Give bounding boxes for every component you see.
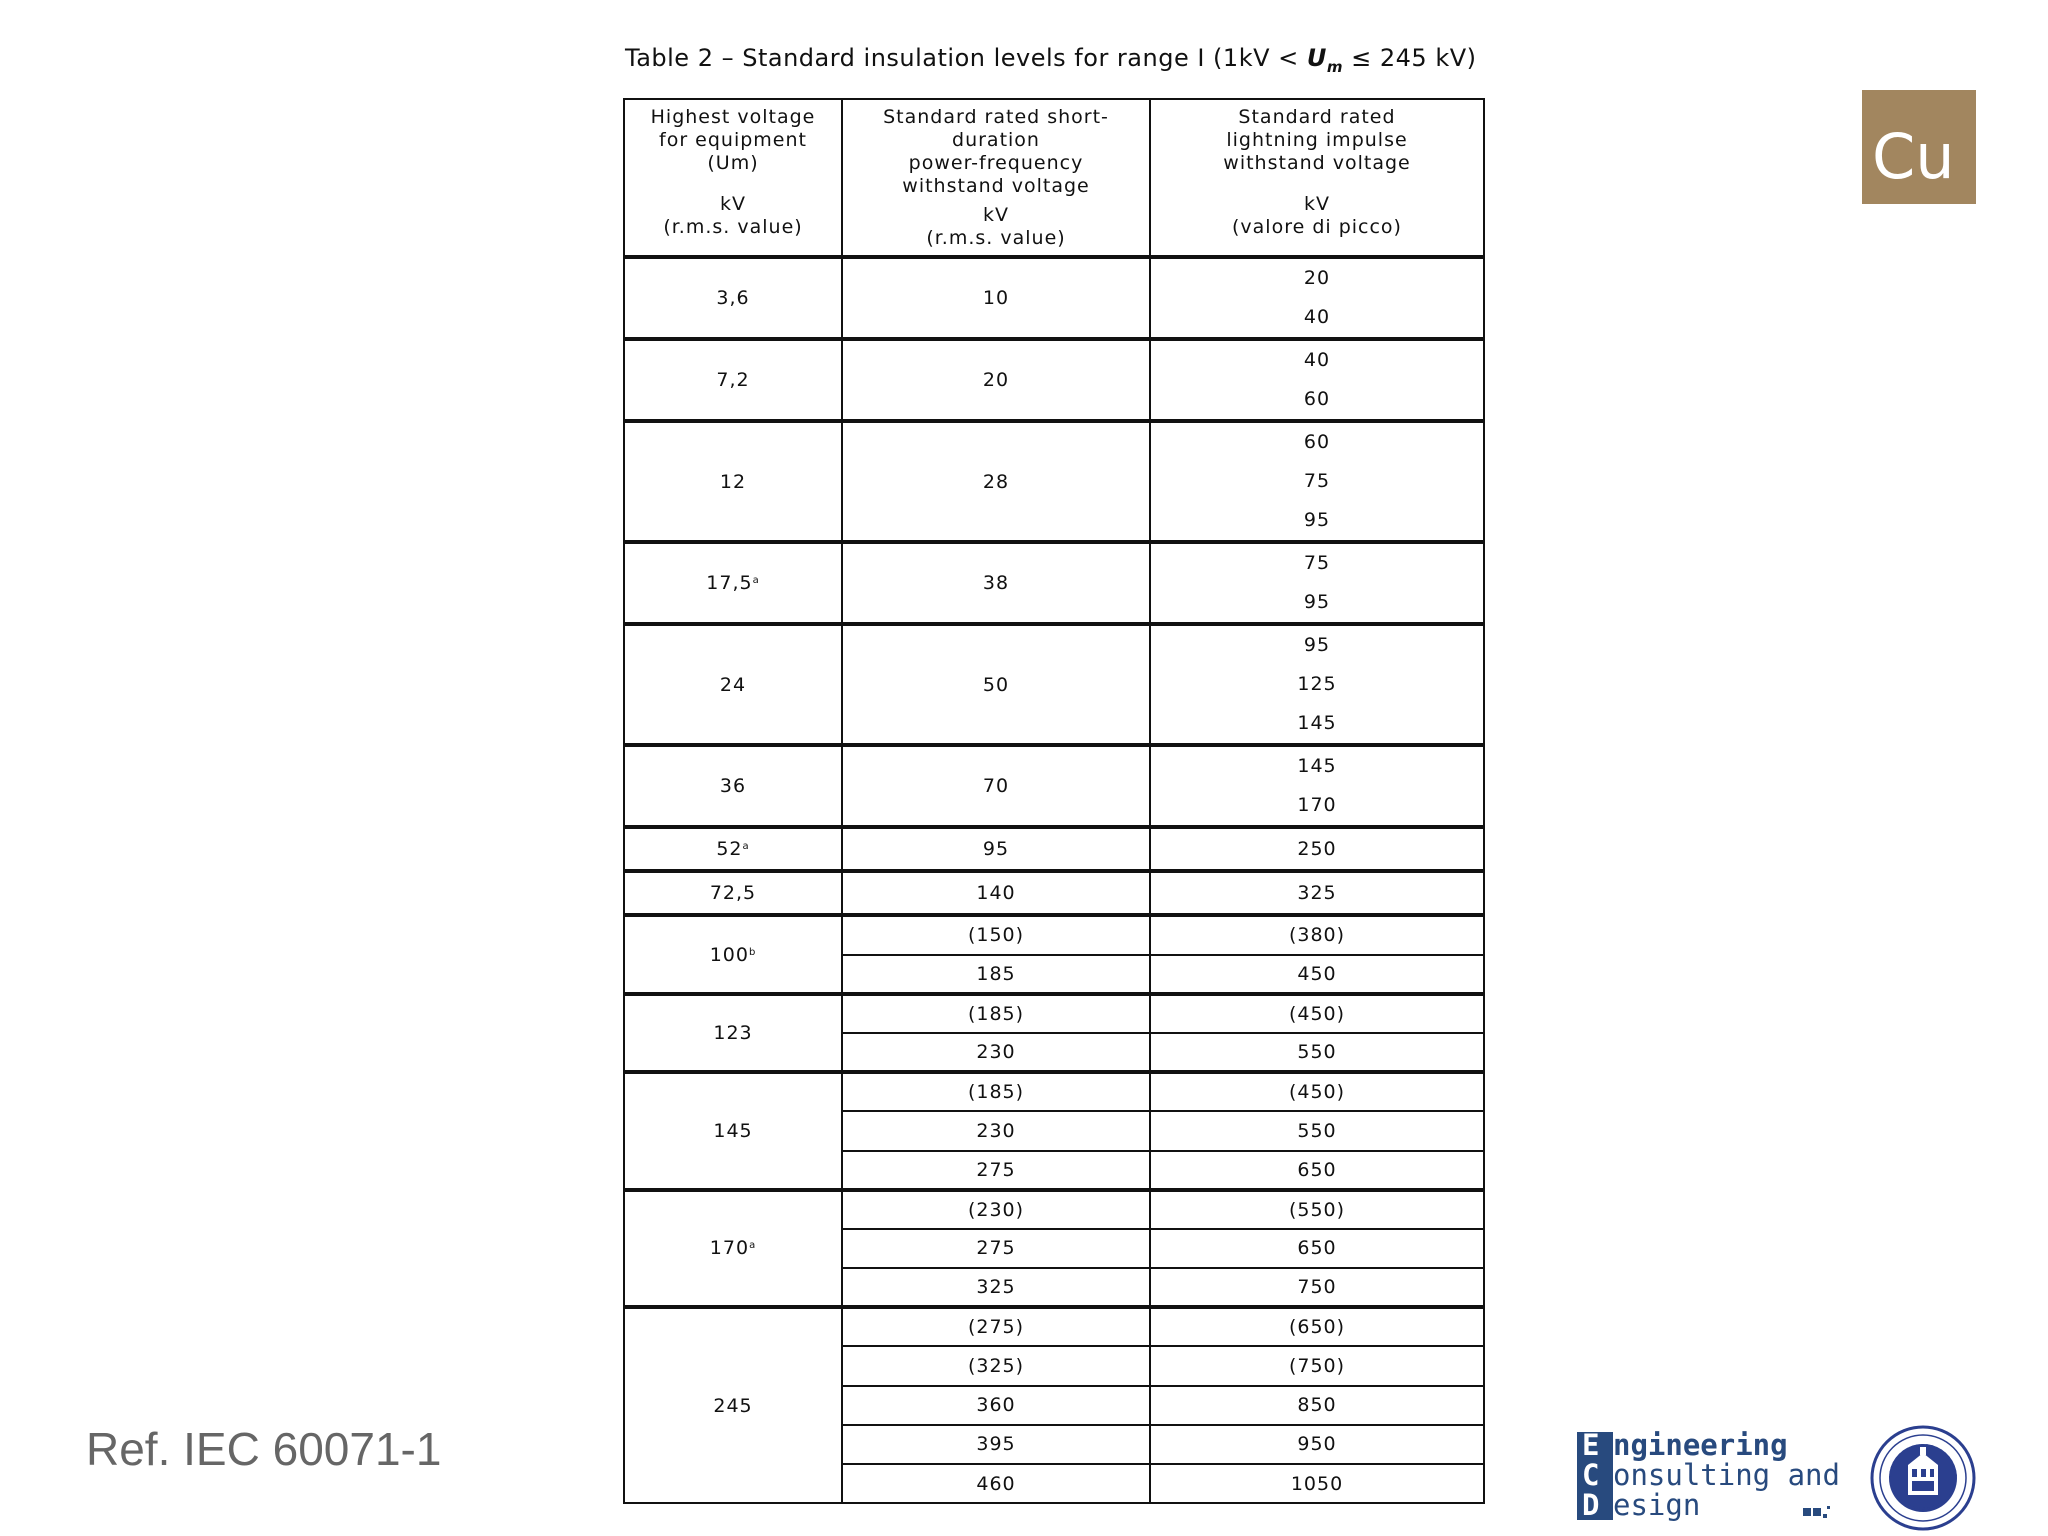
table-row [624,1072,1484,1111]
cell-lightning-impulse [1150,745,1484,827]
table-row [624,257,1484,339]
title-prefix: Table 2 – Standard insulation levels for range I (1kV < [625,44,1307,72]
table-title [625,44,1485,76]
cell-power-frequency: 70 [842,745,1150,827]
cell-highest-voltage: 24 [624,624,842,745]
table-row [624,624,1484,745]
impulse-value: 40 [1303,306,1331,328]
cell-power-frequency: 230 [842,1033,1150,1072]
cell-power-frequency: 95 [842,827,1150,871]
cell-highest-voltage: 145 [624,1072,842,1190]
cu-badge [1862,90,1976,204]
impulse-value: 145 [1297,712,1337,734]
impulse-value: 75 [1303,552,1331,574]
cell-lightning-impulse [1150,257,1484,339]
impulse-value: 145 [1297,755,1337,777]
cell-lightning-impulse [1150,339,1484,421]
table-row [624,994,1484,1033]
table-row [624,339,1484,421]
cell-power-frequency: (185) [842,994,1150,1033]
table-row [624,542,1484,624]
reference-note: Ref. IEC 60071-1 [86,1423,442,1475]
cell-lightning-impulse: 850 [1150,1386,1484,1425]
insulation-levels-table [623,98,1485,1504]
cell-power-frequency: 275 [842,1229,1150,1268]
table-row [624,745,1484,827]
table-row [624,1307,1484,1346]
impulse-value: 95 [1303,634,1331,656]
impulse-value: 95 [1303,509,1331,531]
cell-power-frequency: 140 [842,871,1150,915]
cell-power-frequency: (230) [842,1190,1150,1229]
impulse-value: 40 [1303,349,1331,371]
cell-power-frequency: 395 [842,1425,1150,1464]
impulse-value: 170 [1297,794,1337,816]
cell-power-frequency: 28 [842,421,1150,542]
cell-lightning-impulse [1150,542,1484,624]
cell-highest-voltage: 12 [624,421,842,542]
cell-highest-voltage: 170$^a$ [624,1190,842,1308]
cell-lightning-impulse: 550 [1150,1033,1484,1072]
cell-power-frequency: 38 [842,542,1150,624]
cell-power-frequency: 10 [842,257,1150,339]
cell-lightning-impulse: 550 [1150,1111,1484,1150]
impulse-value: 75 [1303,470,1331,492]
impulse-value: 125 [1297,673,1337,695]
impulse-value: 60 [1303,431,1331,453]
impulse-value: 250 [1297,837,1337,860]
cell-power-frequency: 325 [842,1268,1150,1307]
cell-power-frequency: (275) [842,1307,1150,1346]
ecd-logo [1577,1428,1840,1522]
table-row [624,1190,1484,1229]
cell-highest-voltage: 7,2 [624,339,842,421]
cell-highest-voltage: 36 [624,745,842,827]
cell-highest-voltage: 3,6 [624,257,842,339]
cell-lightning-impulse [1150,421,1484,542]
university-seal-icon [1870,1425,1976,1531]
cell-lightning-impulse: 650 [1150,1229,1484,1268]
ecd-logo-line-2: C onsulting and [1582,1458,1840,1492]
header-power-frequency: Standard rated short- duration power-frequency withstand voltage kV (r.m.s. value) [842,99,1150,257]
cell-lightning-impulse: (650) [1150,1307,1484,1346]
cell-highest-voltage: 52$^a$ [624,827,842,871]
ecd-logo-line-3: D esign [1582,1488,1701,1522]
cell-power-frequency: (185) [842,1072,1150,1111]
table-row [624,827,1484,871]
cell-highest-voltage: 17,5$^a$ [624,542,842,624]
cell-power-frequency: 230 [842,1111,1150,1150]
cell-lightning-impulse: 1050 [1150,1464,1484,1503]
cell-lightning-impulse: (450) [1150,994,1484,1033]
title-suffix: ≤ 245 kV) [1343,44,1477,72]
table-row [624,915,1484,954]
cu-badge-label: Cu [1872,120,1955,193]
cell-lightning-impulse: (450) [1150,1072,1484,1111]
cell-highest-voltage: 123 [624,994,842,1072]
impulse-value: 95 [1303,591,1331,613]
cell-lightning-impulse [1150,871,1484,915]
impulse-value: 60 [1303,388,1331,410]
impulse-value: 20 [1303,267,1331,289]
title-um: $U_m$ [1306,44,1344,76]
cell-highest-voltage: 245 [624,1307,842,1503]
cell-lightning-impulse: (550) [1150,1190,1484,1229]
cell-power-frequency: (150) [842,915,1150,954]
cell-lightning-impulse [1150,624,1484,745]
ecd-logo-line-1: E ngineering [1582,1428,1788,1462]
cell-lightning-impulse: (380) [1150,915,1484,954]
cell-lightning-impulse: (750) [1150,1346,1484,1385]
table-row [624,421,1484,542]
cell-power-frequency: 185 [842,955,1150,994]
header-highest-voltage: Highest voltage for equipment (Um) kV (r.m.s. value) [624,99,842,257]
impulse-value: 325 [1297,881,1337,904]
cell-power-frequency: 360 [842,1386,1150,1425]
cell-power-frequency: 50 [842,624,1150,745]
cell-highest-voltage: 100$^b$ [624,915,842,993]
cell-power-frequency: 460 [842,1464,1150,1503]
table-row [624,871,1484,915]
cell-lightning-impulse [1150,827,1484,871]
cell-power-frequency: 275 [842,1151,1150,1190]
header-lightning-impulse: Standard rated lightning impulse withstand voltage kV (valore di picco) [1150,99,1484,257]
cell-lightning-impulse: 950 [1150,1425,1484,1464]
cell-power-frequency: 20 [842,339,1150,421]
cell-lightning-impulse: 750 [1150,1268,1484,1307]
cell-highest-voltage: 72,5 [624,871,842,915]
cell-power-frequency: (325) [842,1346,1150,1385]
ecd-logo-dots-icon [1803,1504,1833,1520]
table-header-row [624,99,1484,257]
table-body [624,257,1484,1503]
cell-lightning-impulse: 650 [1150,1151,1484,1190]
cell-lightning-impulse: 450 [1150,955,1484,994]
